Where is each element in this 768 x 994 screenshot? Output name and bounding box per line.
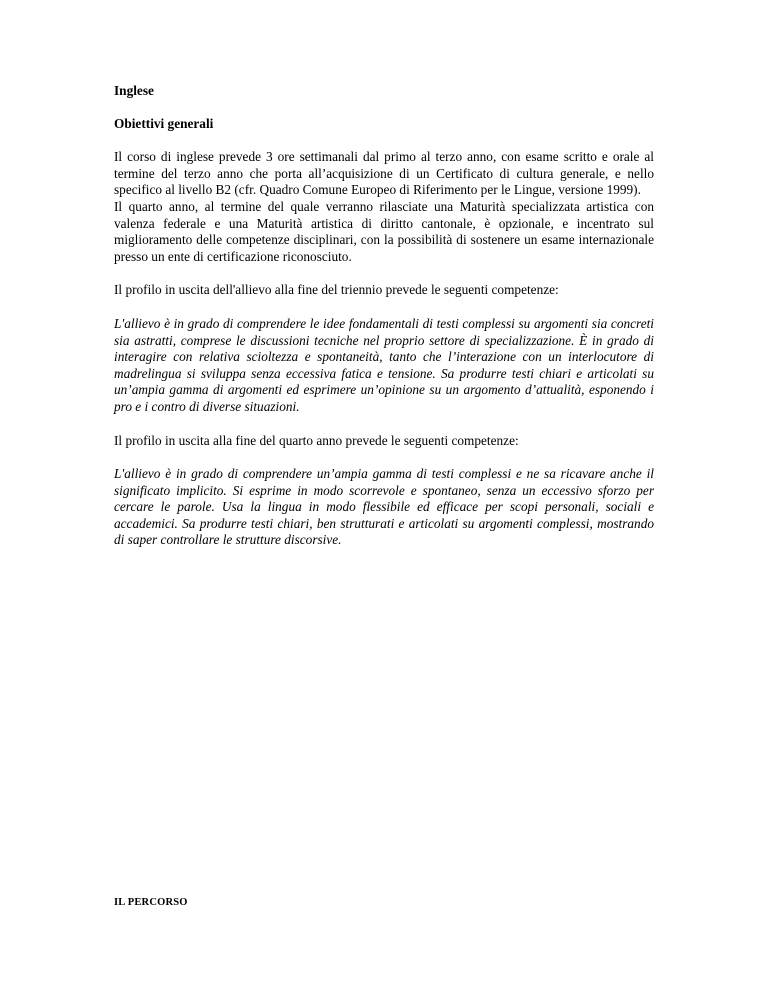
intro-paragraph (114, 149, 654, 265)
fourth-year-competences: L'allievo è in grado di comprendere un’ampia gamma di testi complessi e ne sa ricavare anche il significato implicito. Si esprime in modo scorrevole e spontaneo, senza un eccessivo sforzo per cercare le parole. Usa la lingua in modo flessibile ed efficace per scopi personali, sociali e accademici. Sa produrre testi chiari, ben strutturati e articolati su argomenti complessi, mostrando di saper controllare le strutture discorsive. (114, 466, 654, 548)
page-footer: IL PERCORSO (114, 897, 188, 908)
intro-paragraph-part-2: Il quarto anno, al termine del quale verranno rilasciate una Maturità specializzata artistica con valenza federale e una Maturità artistica di diritto cantonale, è opzionale, e incentrato sul miglioramento delle competenze disciplinari, con la possibilità di sostenere un esame internazionale presso un ente di certificazione riconosciuto. (114, 198, 654, 264)
triennio-profile-intro: Il profilo in uscita dell'allievo alla fine del triennio prevede le seguenti competenze: (114, 282, 559, 298)
document-body (114, 83, 654, 549)
section-heading: Obiettivi generali (114, 115, 214, 131)
intro-paragraph-part-1: Il corso di inglese prevede 3 ore settimanali dal primo al terzo anno, con esame scritto e orale al termine del terzo anno che porta all’acquisizione di un Certificato di cultura generale, e nello specifico al livello B2 (cfr. Quadro Comune Europeo di Riferimento per le Lingue, versione 1999). (114, 149, 654, 198)
fourth-year-profile-intro: Il profilo in uscita alla fine del quarto anno prevede le seguenti competenze: (114, 432, 519, 448)
triennio-competences: L'allievo è in grado di comprendere le idee fondamentali di testi complessi su argomenti sia concreti sia astratti, comprese le discussioni tecniche nel proprio settore di specializzazione. È in grado di interagire con relativa scioltezza e spontaneità, tanto che l’interazione con un interlocutore di madrelingua si sviluppa senza eccessiva fatica e tensione. Sa produrre testi chiari e articolati su un’ampia gamma di argomenti ed esprimere un’opinione su un argomento d’attualità, esponendo i pro e i contro di diverse situazioni. (114, 315, 654, 414)
document-title: Inglese (114, 83, 154, 98)
